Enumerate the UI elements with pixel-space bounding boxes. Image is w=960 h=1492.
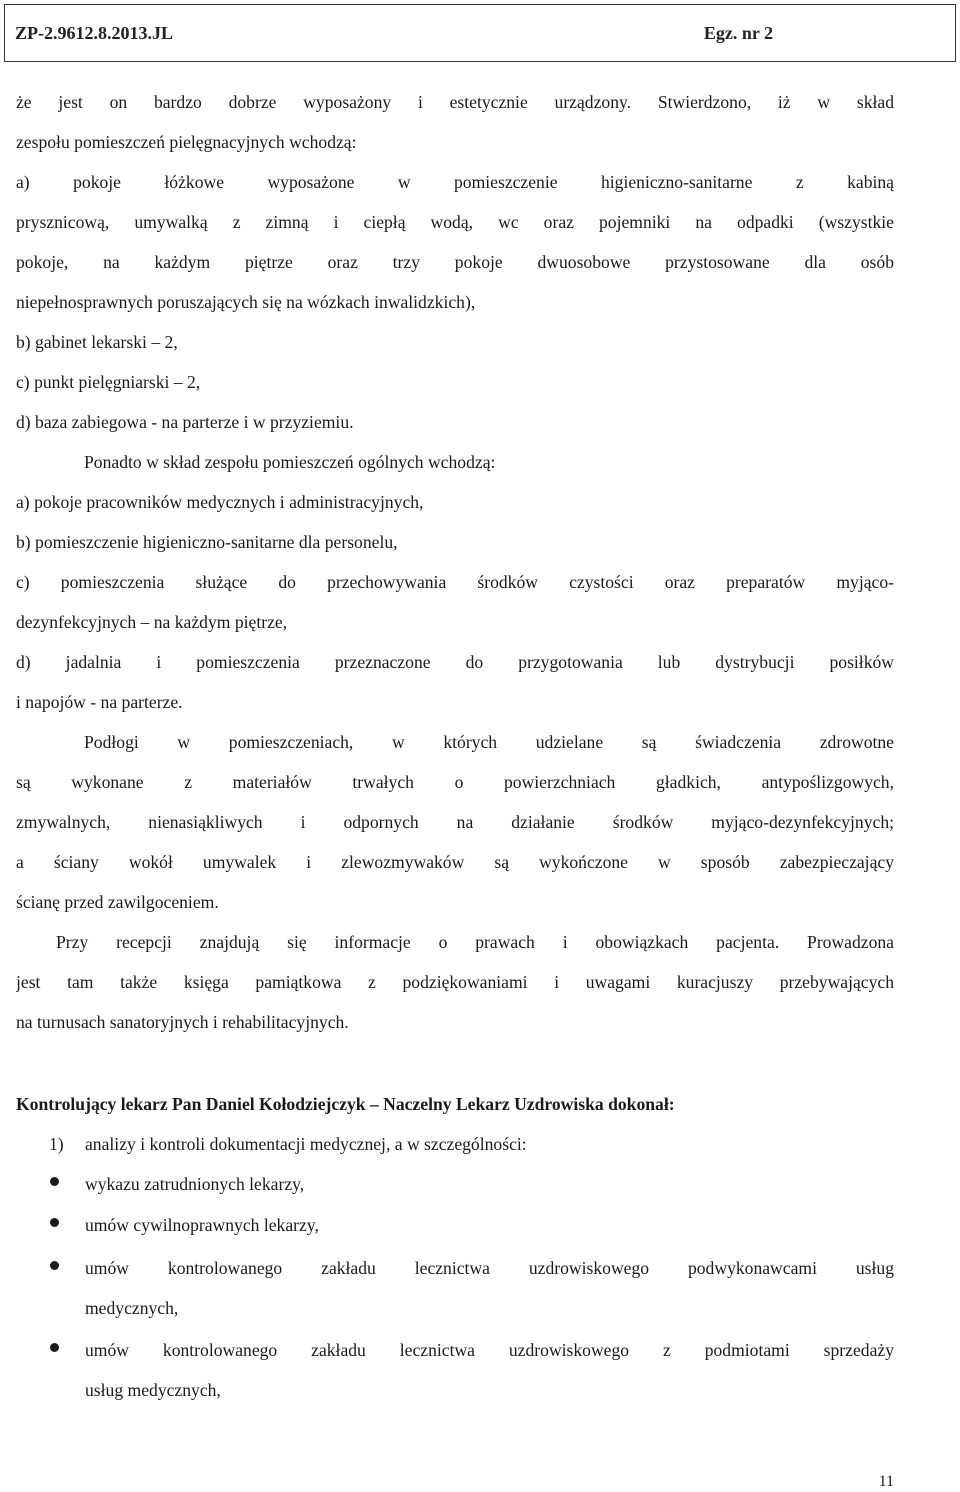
text-line: zmywalnych, nienasiąkliwych i odpornych na działanie środków myjąco-dezynfekcyjnych; [16, 812, 894, 832]
text-line: są wykonane z materiałów trwałych o powierzchniach gładkich, antypoślizgowych, [16, 772, 894, 792]
text-line: zespołu pomieszczeń pielęgnacyjnych wchodzą: [16, 132, 357, 152]
page-number: 11 [878, 1473, 894, 1490]
numbered-item-text: analizy i kontroli dokumentacji medycznej, a w szczególności: [85, 1134, 527, 1154]
document-header [4, 4, 956, 62]
case-reference: ZP-2.9612.8.2013.JL [15, 23, 174, 43]
copy-number: Egz. nr 2 [703, 23, 773, 43]
text-line: a ściany wokół umywalek i zlewozmywaków są wykończone w sposób zabezpieczający [16, 852, 894, 872]
list-item: umów kontrolowanego zakładu lecznictwa uzdrowiskowego z podmiotami sprzedaży [85, 1340, 894, 1360]
bullet-icon [50, 1261, 59, 1270]
text-line: a) pokoje pracowników medycznych i administracyjnych, [16, 492, 424, 512]
text-line: d) jadalnia i pomieszczenia przeznaczone do przygotowania lub dystrybucji posiłków [16, 652, 894, 672]
text-line: Podłogi w pomieszczeniach, w których udzielane są świadczenia zdrowotne [84, 732, 894, 752]
list-item-continuation: usług medycznych, [85, 1380, 221, 1400]
text-line: a) pokoje łóżkowe wyposażone w pomieszczenie higieniczno-sanitarne z kabiną [16, 172, 894, 192]
text-line: ścianę przed zawilgoceniem. [16, 892, 219, 912]
list-item: umów cywilnoprawnych lekarzy, [85, 1215, 319, 1235]
text-line: c) pomieszczenia służące do przechowywania środków czystości oraz preparatów myjąco- [16, 572, 894, 592]
bullet-icon [50, 1218, 59, 1227]
bullet-icon [50, 1343, 59, 1352]
text-line: dezynfekcyjnych – na każdym piętrze, [16, 612, 288, 632]
text-line: niepełnosprawnych poruszających się na wózkach inwalidzkich), [16, 292, 476, 312]
list-item: wykazu zatrudnionych lekarzy, [85, 1174, 305, 1194]
text-line: na turnusach sanatoryjnych i rehabilitacyjnych. [16, 1012, 349, 1032]
section-heading: Kontrolujący lekarz Pan Daniel Kołodziejczyk – Naczelny Lekarz Uzdrowiska dokonał: [16, 1094, 675, 1114]
bullet-icon [50, 1177, 59, 1186]
text-line: b) pomieszczenie higieniczno-sanitarne dla personelu, [16, 532, 398, 552]
text-line: b) gabinet lekarski – 2, [16, 332, 178, 352]
text-line: i napojów - na parterze. [16, 692, 183, 712]
text-line: prysznicową, umywalką z zimną i ciepłą wodą, wc oraz pojemniki na odpadki (wszystkie [16, 212, 894, 232]
text-line: Ponadto w skład zespołu pomieszczeń ogólnych wchodzą: [84, 452, 496, 472]
list-item: umów kontrolowanego zakładu lecznictwa uzdrowiskowego podwykonawcami usług [85, 1258, 894, 1278]
text-line: jest tam także księga pamiątkowa z podziękowaniami i uwagami kuracjuszy przebywających [16, 972, 894, 992]
text-line: Przy recepcji znajdują się informacje o prawach i obowiązkach pacjenta. Prowadzona [56, 932, 894, 952]
text-line: pokoje, na każdym piętrze oraz trzy pokoje dwuosobowe przystosowane dla osób [16, 252, 894, 272]
text-line: że jest on bardzo dobrze wyposażony i estetycznie urządzony. Stwierdzono, iż w skład [16, 92, 894, 112]
list-item-continuation: medycznych, [85, 1298, 179, 1318]
text-line: c) punkt pielęgniarski – 2, [16, 372, 201, 392]
item-number: 1) [49, 1134, 64, 1154]
text-line: d) baza zabiegowa - na parterze i w przyziemiu. [16, 412, 354, 432]
